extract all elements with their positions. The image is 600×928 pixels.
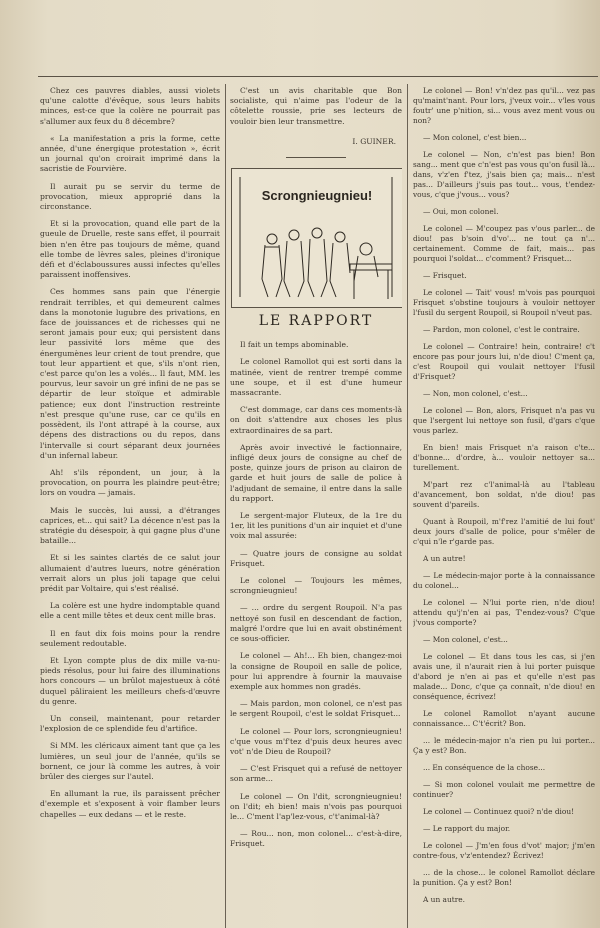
paragraph: Il fait un temps abominable. — [240, 340, 349, 350]
paragraph: — Le rapport du major. — [423, 824, 511, 833]
illustration-title: Scrongnieugnieu! — [261, 188, 373, 204]
paragraph: Le colonel — On l'dit, scrongnieugnieu! on l'dit; eh bien! mais n'vois pas pourquoi le... C'ment l'ap'lez-vous, c't'animal-là? — [230, 791, 402, 821]
paragraph: — Quatre jours de consigne au soldat Frisquet. — [230, 548, 402, 568]
paragraph: En bien! mais Frisquet n'a raison c'te... d'bonne... d'ordre, à... vouloir nettoyer sa... turellement. — [413, 443, 595, 472]
paragraph: Le colonel Ramollot qui est sorti dans la matinée, vient de rentrer trempé comme une soupe, et il est d'une humeur massacrante. — [230, 357, 402, 398]
paragraph: Chez ces pauvres diables, aussi violets qu'une calotte d'évêque, sous leurs habits minces, est-ce que la colère ne pourrait pas s'allumer aux feux du 8 décembre? — [40, 86, 220, 126]
paragraph: Ces hommes sans pain que l'énergie rendrait terribles, et qui demeurent calmes dans la monotonie lugubre des privations, en face de jouissances et de richesses qui ne seront jamais pour eux; qui persistent dans leur passivité lors même que des énergumènes leur crient de tout prendre, que tout leur appartient et que, s'ils n'ont rien, c'est parce qu'on les a volés... Il faut, MM. les pourvus, leur savoir un gré infini de ne pas se départir de leur stoïque et admirable patience; eux dont l'instruction restreinte n'est presque qu'une ruse, car ce qu'ils en possèdent, ils l'ont attrapé à la course, aux dépens des distractions ou du repos, dans l'intervalle si court séparant deux journées d'un infernal labeur. — [40, 287, 220, 460]
paragraph: — Pardon, mon colonel, c'est le contraire. — [423, 325, 580, 334]
author-signature: I. GUINER. — [352, 136, 396, 146]
paragraph: Et si la provocation, quand elle part de la gueule de Druelle, reste sans effet, il pourrait bien n'en être pas toujours de même, quand elle tombe de lèvres sales, pleines d'ironique défi et d'éclaboussures aussi infectes qu'elles paraissent inoffensives. — [40, 219, 220, 280]
paragraph: — C'est Frisquet qui a refusé de nettoyer son arme... — [230, 764, 402, 784]
paragraph: C'est un avis charitable que Bon socialiste, qui n'aime pas l'odeur de la côtelette roussie, prie ses lecteurs de vouloir bien leur transmettre. — [230, 86, 402, 126]
article-body — [230, 340, 402, 849]
paragraph: En allumant la rue, ils paraissent prêcher d'exemple et s'exposent à voir flamber leurs chapelles — eux dedans — et le reste. — [40, 789, 220, 819]
paragraph: Le colonel — J'm'en fous d'vot' major; j'm'en contre-fous, v'z'entendez? Écrivez! — [413, 841, 595, 860]
paragraph: ... le médecin-major n'a rien pu lui porter... Ça y est? Bon. — [413, 736, 595, 755]
paragraph: Ah! s'ils répondent, un jour, à la provocation, on pourra les plaindre peut-être; lors on voudra — jamais. — [40, 467, 220, 498]
paragraph: Le colonel — Et dans tous les cas, si j'en avais une, il n'aurait rien à lui porter puisque d'abord je n'en ai pas et qu'elle n'est pas malade... Donc, c'que ça connaît, n'de diou! en conséquence, écrivez! — [413, 652, 595, 701]
paragraph: ... En conséquence de la chose... — [423, 763, 546, 772]
column-3 — [413, 86, 595, 924]
paragraph: Mais le succès, lui aussi, a d'étranges caprices, et... qui sait? La décence n'est pas la stratégie du désespoir, à qui gagne plus d'une bataille... — [40, 505, 220, 546]
paragraph: — Oui, mon colonel. — [423, 207, 499, 216]
paragraph: — Si mon colonel voulait me permettre de continuer? — [413, 780, 595, 799]
paragraph: Le colonel Ramollot n'ayant aucune connaissance... C't'écrit? Bon. — [413, 709, 595, 728]
paragraph: Il aurait pu se servir du terme de provocation, mieux approprié dans la circonstance. — [40, 181, 220, 212]
paragraph: C'est dommage, car dans ces moments-là on doit s'attendre aux choses les plus extraordinaires de sa part. — [230, 405, 402, 435]
paragraph: La colère est une hydre indomptable quand elle a cent mille têtes et deux cent mille bras. — [40, 601, 220, 621]
paragraph: — Mon colonel, c'est... — [423, 635, 508, 644]
paragraph: Le sergent-major Fluteux, de la 1re du 1er, lit les punitions d'un air inquiet et d'une voix mal assurée: — [230, 511, 402, 541]
paragraph: Le colonel — N'lui porte rien, n'de diou! attendu qu'j'n'en ai pas, T'endez-vous? C'que j'vous comporte? — [413, 598, 595, 627]
paragraph: — Frisquet. — [423, 271, 467, 280]
paragraph: — Mais pardon, mon colonel, ce n'est pas le sergent Roupoil, c'est le soldat Frisquet... — [230, 699, 402, 719]
column-2-intro — [230, 86, 402, 127]
paragraph: Le colonel — Continuez quoi? n'de diou! — [423, 807, 575, 816]
paragraph: Le colonel — Pour lors, scrongnieugnieu! c'que vous m'f'tez d'puis deux heures avec vot' n'de Dieu de Roupoil? — [230, 726, 402, 756]
paragraph: — Rou... non, mon colonel... c'est-à-dire, Frisquet. — [230, 829, 402, 849]
header-rule — [38, 76, 598, 77]
paragraph: A un autre! — [423, 554, 466, 563]
column-2 — [230, 86, 402, 924]
paragraph: Le colonel — M'coupez pas v'ous parler... de diou! pas b'soin d'vo'... ne tout ça n'... certainement. Comme de fait, mais... pas pourquoi l'soldat... c'comment? Frisquet... — [413, 224, 595, 263]
column-divider-right — [407, 84, 408, 928]
paragraph: — ... ordre du sergent Roupoil. N'a pas nettoyé son fusil en descendant de faction, malgré l'ordre que lui en avait obstinément ce sous-officier. — [230, 603, 402, 644]
paragraph: Le colonel — Bon, alors, Frisquet n'a pas vu que l'sergent lui nettoye son fusil, d'gars c'que vous parlez. — [413, 406, 595, 435]
paragraph: Quant à Roupoil, m'f'rez l'amitié de lui fout' deux jours d'salle de police, pour s'mêler de c'qui n'le r'garde pas. — [413, 517, 595, 546]
article-title: LE RAPPORT — [258, 313, 374, 330]
paragraph: Le colonel — Tait' vous! m'vois pas pourquoi Frisquet s'obstine toujours à vouloir nettoyer l'fusil du sergent Roupoil, si Roupoil n'veut pas. — [413, 288, 595, 317]
paragraph: Le colonel — Contraire! hein, contraire! c't encore pas pour jours lui, n'de diou! C'ment ça, c'est Roupoil qui voulait nettoyer l'fusil d'Frisquet? — [413, 342, 595, 381]
paragraph: Si MM. les cléricaux aiment tant que ça les lumières, un seul jour de l'année, qu'ils se bornent, ce jour là comme les autres, à voir brûler des cierges sur l'autel. — [40, 741, 220, 781]
column-1 — [40, 86, 220, 924]
paragraph: — Mon colonel, c'est bien... — [423, 133, 527, 142]
paragraph: — Le médecin-major porte à la connaissance du colonel... — [413, 571, 595, 590]
paragraph: Le colonel — Toujours les mêmes, scrongnieugnieu! — [230, 576, 402, 596]
paragraph: Le colonel — Ah!... Eh bien, changez-moi la consigne de Roupoil en salle de police, pour lui apprendre à fournir la mauvaise exemple aux hommes non gradés. — [230, 651, 402, 691]
paragraph: Et si les saintes clartés de ce salut jour allumaient d'autres lueurs, notre génération verrait alors un plus joli tapage que celui prédit par Voltaire, qui s'est réalisé. — [40, 553, 220, 593]
column-divider-left — [225, 84, 226, 928]
paragraph: M'part rez c'l'animal-là au l'tableau d'avancement, bon soldat, n'de diou! pas souvent d'pareils. — [413, 480, 595, 509]
section-separator — [286, 157, 346, 158]
paragraph: Le colonel — Non, c'n'est pas bien! Bon sang... ment que c'n'est pas vous qu'on fusil là... dans, v'z'en f'tez, j'sais bien ça; mais... n'est pas... D'ailleurs j'suis pas tout... vous, t'endez-vous, c'que j'vous... vous? — [413, 150, 595, 199]
paragraph: Après avoir invectivé le factionnaire, infligé deux jours de consigne au chef de poste, quinze jours de prison au clairon de garde et huit jours de salle de police à l'adjudant de semaine, il entre dans la salle du rapport. — [230, 442, 402, 503]
paragraph: — Non, mon colonel, c'est... — [423, 389, 528, 398]
cartoon-illustration — [231, 168, 402, 308]
paragraph: ... de la chose... le colonel Ramollot déclare la punition. Ça y est? Bon! — [413, 868, 595, 887]
paragraph: Un conseil, maintenant, pour retarder l'explosion de ce splendide feu d'artifice. — [40, 713, 220, 734]
paragraph: A un autre. — [423, 895, 465, 904]
paragraph: Et Lyon compte plus de dix mille va-nu-pieds résolus, pour lui faire des illuminations hors concours — un brûlot majestueux à côté duquel pâliraient les meilleurs chefs-d'œuvre du genre. — [40, 655, 220, 706]
paragraph: Il en faut dix fois moins pour la rendre seulement redoutable. — [40, 628, 220, 648]
paragraph: « La manifestation a pris la forme, cette année, d'une énergique protestation », écrit un journal qu'on croirait imprimé dans la sacristie de Fourvière. — [40, 133, 220, 174]
paragraph: Le colonel — Bon! v'n'dez pas qu'il... vez pas qu'maint'nant. Pour lors, j'veux voir... v'les vous foutr' une p'nition, si... vous avez ment vous ou non? — [413, 86, 595, 125]
